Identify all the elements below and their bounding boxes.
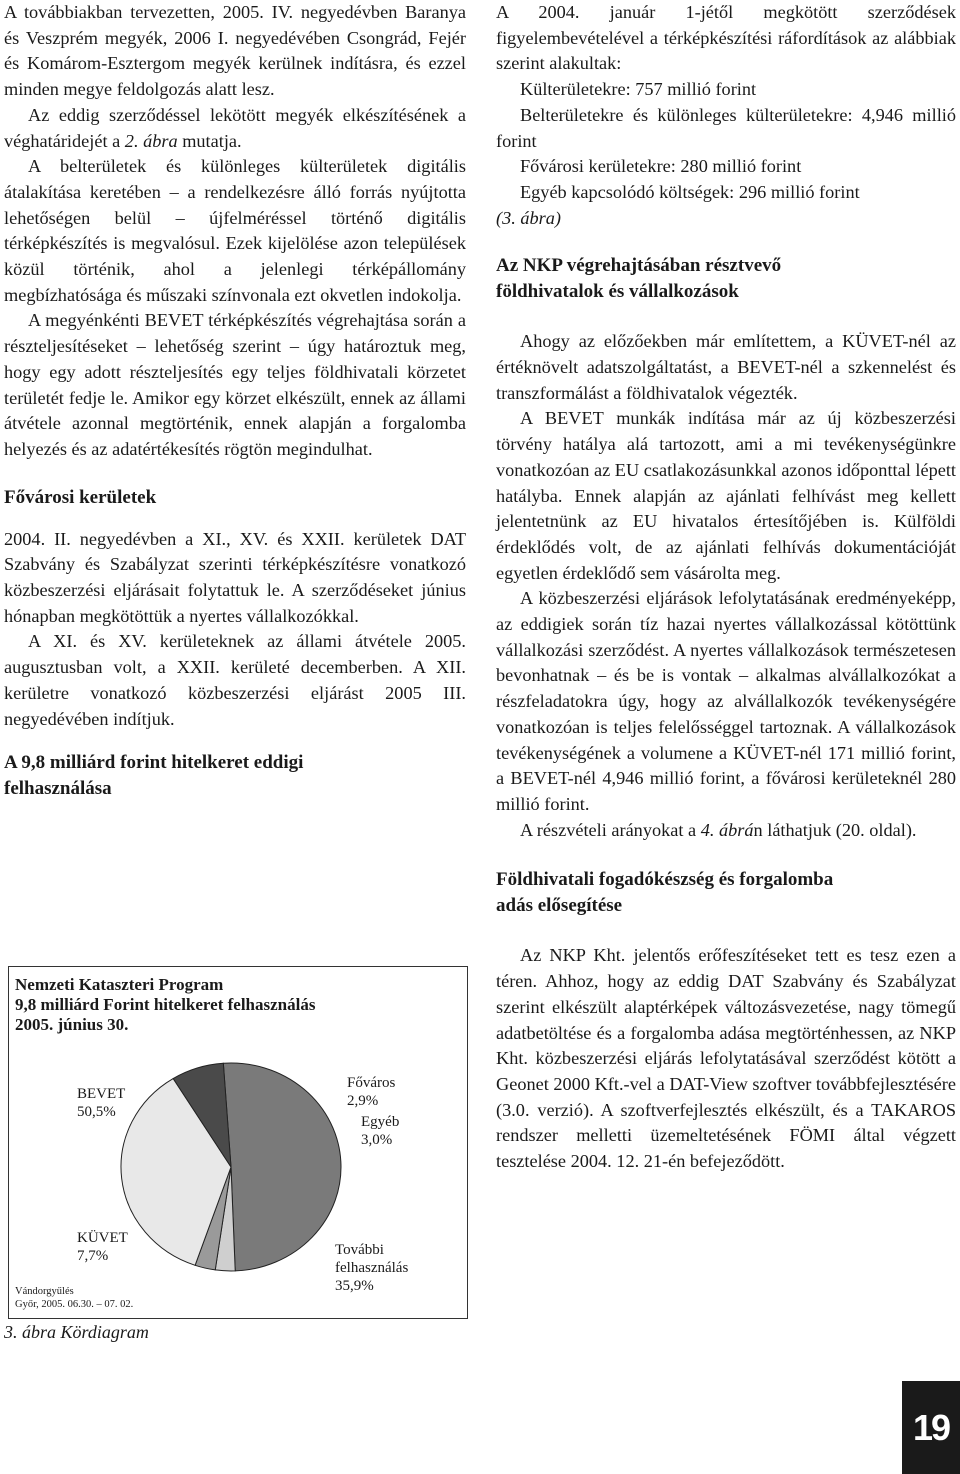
figure-reference-3-text: (3. ábra)	[496, 207, 561, 228]
right-paragraph-1: A 2004. január 1-jétől megkötött szerződések figyelembevételével a térképkészítési ráfordítások az alábbiak szerint alakultak:	[496, 2, 956, 74]
cost-item-3: Fővárosi kerületekre: 280 millió forint	[520, 156, 802, 177]
right-body-2	[496, 329, 956, 843]
chart-title-line-3: 2005. június 30.	[15, 1015, 129, 1034]
paragraph-5-text-end: n láthatjuk (20. oldal).	[753, 819, 917, 840]
heading-line-1: A 9,8 milliárd forint hitelkeret eddigi	[4, 752, 304, 774]
paragraph-5: 2004. II. negyedévben a XI., XV. és XXII. kerületek DAT Szabvány és Szabályzat szerinti térképkészítésre vonatkozó közbeszerzési eljárásait folytattuk le. A szerződéseket június hónapban megkötöttük a nyertes vállalkozókkal.	[4, 528, 466, 626]
section-heading-fovarosi: Fővárosi kerületek	[4, 486, 157, 508]
right-paragraph-4: A közbeszerzési eljárások lefolytatásának eredményeképp, az eddigiek során tíz hazai nyertes vállalkozással kötöttünk vállalkozási szerződést. A nyertes vállalkozások természetesen bevonhatnak – és be is vontak – alkalmas alvállalkozókat a részfeladatokra úgy, hogy az alvállalkozók tevékenységére vonatkozóan is teljes felelősséggel tartoznak. A vállalkozások tevékenységének a volumene a KÜVET-nél 171 millió forint, a BEVET-nél 4,946 millió forint, a fővárosi kerületeknél 280 millió forint.	[496, 588, 956, 814]
paragraph-6: A XI. és XV. kerületeknek az állami átvétele 2005. augusztusban volt, a XXII. kerületé decemberben. A XII. kerületre vonatkozó közbeszerzési eljárást 2005 III. negyedévében indítjuk.	[4, 631, 466, 729]
heading-line-2: felhasználása	[4, 778, 112, 800]
paragraph-3: A belterületek és különleges külterületek digitális átalakítása keretében – a rendelkezésre álló forrás nyújtotta lehetőségen belül – újfelméréssel történő digitális térképkészítés is megvalósul. Ezek kijelölése azon települések közül történik, ahol a jelenlegi térképállomány megbízhatósága és műszaki színvonala ezt okvetlen indokolja.	[4, 156, 466, 305]
label-bevet-value: 50,5%	[77, 1104, 116, 1120]
footnote-line-1: Vándorgyűlés	[15, 1286, 74, 1297]
right-column	[496, 0, 956, 1175]
chart-footnote	[15, 1285, 133, 1311]
right-paragraph-6: Az NKP Kht. jelentős erőfeszítéseket tett es tesz ezen a téren. Ahhoz, hogy az eddig DAT Szabvány és Szabályzat szerint elkészült alaptérképek változásvezetése, nagy tömegű adatbetöltése és a forgalomba adása megtörténhessen, az NKP Kht. közbeszerzési eljárás lefolytatásával szerződést kötött a Geonet 2000 Kft.-vel a DAT-View szoftver továbbfejlesztésére (3.0. verzió). A szoftverfejlesztés elkészült, és a TAKAROS rendszer melletti üzemeltetésének FÖMI által végzett tesztelése 2004. 12. 21-én befejeződött.	[496, 945, 956, 1172]
label-tovabbi	[335, 1241, 408, 1295]
heading-line-2: adás elősegítése	[496, 895, 623, 917]
figure-caption: 3. ábra Kördiagram	[4, 1322, 149, 1342]
label-kuvet-value: 7,7%	[77, 1248, 109, 1264]
pie-chart-figure	[8, 966, 468, 1319]
cost-item-1: Külterületekre: 757 millió forint	[520, 79, 757, 100]
paragraph-2-text: Az eddig szerződéssel lekötött megyék elkészítésének a véghatáridejét a	[4, 104, 466, 151]
cost-item-4: Egyéb kapcsolódó költségek: 296 millió forint	[520, 181, 860, 202]
paragraph-4: A megyénkénti BEVET térképkészítés végrehajtása során a részteljesítéseket – lehetőség szerint – úgy határoztuk meg, hogy egy adott részteljesítés egy teljes földhivatali körzetet területét fedje le. Amikor egy körzet elkészült, ennek az állami átvétele azonnal megtörténik, ennek alapján a forgalomba helyezés és az adatértékesítés rögtön megindulhat.	[4, 310, 466, 459]
paragraph-2-text-end: mutatja.	[177, 130, 242, 151]
label-tovabbi-value: 35,9%	[335, 1278, 374, 1294]
figure-reference-3	[496, 206, 956, 232]
cost-list	[496, 77, 956, 206]
right-paragraph-5	[496, 818, 956, 844]
heading-line-1: Az NKP végrehajtásában résztvevő	[496, 255, 782, 277]
cost-item-2: Belterületekre és különleges külterületekre: 4,946 millió forint	[496, 104, 956, 151]
label-bevet-name: BEVET	[77, 1086, 126, 1102]
page-number: 19	[902, 1381, 960, 1474]
paragraph-5-text: A részvételi arányokat a	[520, 819, 701, 840]
label-fovaros-name: Főváros	[347, 1075, 396, 1091]
label-kuvet-name: KÜVET	[77, 1230, 128, 1246]
label-fovaros-value: 2,9%	[347, 1093, 379, 1109]
right-body	[496, 0, 956, 231]
figure-reference: 2. ábra	[124, 130, 178, 151]
right-paragraph-3: A BEVET munkák indítása már az új közbeszerzési törvény hatálya alá tartozott, ami a mi tevékenységünkre vonatkozóan az EU csatlakozásunkkal azonos időponttal lépett hatályba. Ennek alapján az ajánlati felhívást meg kellett jelentetnünk az EU hivatalos értesítőjében is. Külföldi érdeklődés volt, de az ajánlati felhívás dokumentációját egyetlen érdeklődő sem vásárolta meg.	[496, 408, 956, 583]
pie-slice-bevet	[223, 1063, 341, 1271]
chart-title-line-1: Nemzeti Kataszteri Program	[15, 975, 224, 994]
figure-reference-4: 4. ábrá	[700, 819, 754, 840]
heading-line-2: földhivatalok és vállalkozások	[496, 281, 739, 303]
section-heading-hitelkeret	[4, 750, 466, 802]
label-tovabbi-name-2: felhasználás	[335, 1260, 409, 1276]
footnote-line-2: Győr, 2005. 06.30. – 07. 02.	[15, 1299, 134, 1310]
label-egyeb-value: 3,0%	[361, 1132, 393, 1148]
left-body	[4, 0, 466, 463]
left-body-2	[4, 527, 466, 733]
paragraph-1: A továbbiakban tervezetten, 2005. IV. negyedévben Baranya és Veszprém megyék, 2006 I. negyedévében Csongrád, Fejér és Komárom-Esztergom megyék kerülnek indításra, és ezzel minden megye feldolgozás alatt lesz.	[4, 2, 466, 100]
left-column	[4, 0, 466, 826]
right-body-3	[496, 943, 956, 1174]
label-kuvet	[77, 1229, 128, 1265]
section-heading-foldhivatali	[496, 867, 956, 919]
right-paragraph-2: Ahogy az előzőekben már említettem, a KÜVET-nél az értéknövelt adatszolgáltatást, a BEVET-nél a szkennelést és transzformálást a földhivatalok végezték.	[496, 331, 956, 403]
chart-title-line-2: 9,8 milliárd Forint hitelkeret felhasználás	[15, 995, 316, 1014]
label-tovabbi-name-1: További	[335, 1242, 384, 1258]
label-egyeb	[361, 1113, 399, 1149]
label-egyeb-name: Egyéb	[361, 1114, 400, 1130]
section-heading-nkp	[496, 253, 956, 305]
paragraph-2	[4, 103, 466, 154]
heading-line-1: Földhivatali fogadókészség és forgalomba	[496, 869, 834, 891]
label-fovaros	[347, 1074, 395, 1110]
label-bevet	[77, 1085, 125, 1121]
